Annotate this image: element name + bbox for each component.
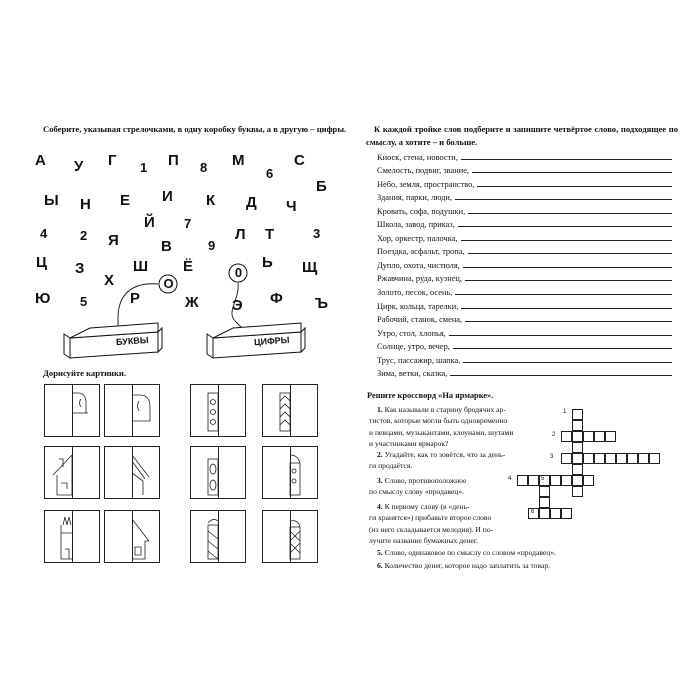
partial-drawing [105,447,161,500]
drawing-cell[interactable] [44,510,100,563]
scattered-digit: 2 [80,228,88,243]
letters-digits-instruction: Соберите, указывая стрелочками, в одну коробку буквы, а в другую – цифры. [43,124,347,134]
scattered-digit: 6 [266,166,274,181]
crossword-cell[interactable] [572,442,583,453]
scattered-letter: Ё [183,258,194,275]
answer-line[interactable] [472,172,672,173]
word-triple: Утро, стол, хлопья, [377,329,449,338]
crossword-clue-line: ги хранятся») прибавьте второе слово [369,513,492,523]
word-triple: Золото, песок, осень, [377,288,455,297]
scattered-digit: 7 [184,216,192,231]
clue-number: 3. [377,476,383,485]
crossword-cell[interactable] [539,497,550,508]
crossword-cell[interactable] [572,464,583,475]
scattered-letter: Ч [286,198,297,215]
crossword-cell[interactable] [605,453,616,464]
scattered-digit: 1 [140,160,148,175]
scattered-digit: 5 [80,294,88,309]
word-triple-row [377,284,672,298]
answer-line[interactable] [468,253,672,254]
word-triple-row [377,202,672,216]
scattered-letter: С [294,152,305,169]
crossword-clue-line: ги продаётся. [369,461,413,471]
word-triple: Дупло, охота, чистюля, [377,261,463,270]
drawing-cell[interactable] [190,384,246,437]
word-triple: Кровать, софа, подушки, [377,207,468,216]
word-triple: Хор, оркестр, палочка, [377,234,461,243]
word-triple-row [377,351,672,365]
partial-drawing [191,511,247,564]
crossword-title: Решите кроссворд «На ярмарке». [367,391,494,400]
scattered-letter: Н [80,196,91,213]
scattered-letter: В [161,238,172,255]
word-triple: Школа, завод, приказ, [377,220,458,229]
clue-number: 4. [377,502,383,511]
word-triples-instruction: К каждой тройке слов подберите и запишите четвёртое слово, подходящее по смыслу, а хотите – и больше. [366,124,678,147]
scattered-letter: Л [235,226,246,243]
scattered-letter: З [75,260,85,277]
word-triple: Трус, пассажир, шапка, [377,356,463,365]
scattered-letter: Ш [133,258,149,275]
draw-instruction: Дорисуйте картинки. [43,368,127,378]
partial-drawing [191,385,247,438]
crossword-cell[interactable] [583,453,594,464]
letters-box-label: БУКВЫ [115,334,149,348]
word-triple: Зима, ветки, сказка, [377,369,450,378]
answer-line[interactable] [465,280,672,281]
scattered-letter: Г [108,152,117,169]
crossword-clue-line: 4. К первому слову (в «день- [377,502,470,511]
scattered-letter: А [35,152,46,169]
partial-drawing [45,511,101,564]
crossword-cell[interactable] [539,486,550,497]
word-triple-row [377,365,672,379]
answer-line[interactable] [461,240,673,241]
crossword-cell[interactable] [638,453,649,464]
crossword-clue-line: 6. Количество денег, которое надо заплатить за товар. [377,561,551,570]
crossword-cell[interactable] [583,475,594,486]
crossword-cell[interactable] [572,453,583,464]
scattered-digit: 9 [208,238,216,253]
scattered-letter: Р [130,290,141,307]
word-triple-row [377,189,672,203]
crossword-cell[interactable] [561,475,572,486]
crossword-cell[interactable] [550,475,561,486]
drawing-cell[interactable] [104,384,160,437]
scattered-letter: Ы [44,192,59,209]
crossword-clue-line: и певцами, музыкантами, клоунами, шутами [369,427,514,437]
answer-line[interactable] [450,375,672,376]
crossword-cell[interactable] [605,431,616,442]
drawing-cell[interactable] [190,446,246,499]
word-triple: Солнце, утро, вечер, [377,342,453,351]
crossword-number: 1 [563,409,567,415]
answer-line[interactable] [465,321,672,322]
word-triple: Цирк, кольца, тарелки, [377,302,461,311]
partial-drawing [45,447,101,500]
crossword-cell[interactable] [572,475,583,486]
word-triple: Киоск, стена, новости, [377,153,461,162]
answer-line[interactable] [455,294,672,295]
answer-line[interactable] [461,159,672,160]
crossword-clue-line: 3. Слово, противоположное [377,476,467,485]
drawing-cell[interactable] [190,510,246,563]
crossword-number: 6 [531,509,535,515]
scattered-letter: Т [265,226,275,243]
drawing-cell[interactable] [104,446,160,499]
crossword-cell[interactable] [517,475,528,486]
crossword-cell[interactable] [561,431,572,442]
crossword-cell[interactable] [528,475,539,486]
word-triple-row [377,243,672,257]
crossword-clue-line: тистов, которые могли быть одновременно [369,416,508,426]
drawing-cell[interactable] [44,446,100,499]
scattered-letter: Х [104,272,115,289]
partial-drawing [263,511,319,564]
crossword-cell[interactable] [627,453,638,464]
crossword-cell[interactable] [649,453,660,464]
crossword-cell[interactable] [594,453,605,464]
scattered-letter: Ц [36,254,47,271]
word-triple-row [377,338,672,352]
crossword-number: 5 [541,476,545,482]
answer-line[interactable] [461,308,672,309]
word-triple-row [377,324,672,338]
partial-drawing [45,385,101,438]
drawing-cell[interactable] [262,384,318,437]
answer-line[interactable] [477,186,672,187]
word-triple: Смелость, подвиг, звание, [377,166,472,175]
scattered-letter: Ф [270,290,283,307]
answer-line[interactable] [453,348,672,349]
scattered-digit: 8 [200,160,208,175]
word-triple: Рабочий, станок, смена, [377,315,465,324]
scattered-letter: К [206,192,216,209]
word-triple-row [377,162,672,176]
crossword-number: 4 [508,476,512,482]
word-triple-row [377,270,672,284]
crossword-cell[interactable] [594,431,605,442]
crossword-cell[interactable] [561,453,572,464]
partial-drawing [263,385,319,438]
word-triple-row [377,297,672,311]
answer-line[interactable] [455,199,672,200]
crossword-clue-line: 1. Как называли в старину бродячих ар- [377,405,506,414]
answer-line[interactable] [449,335,672,336]
scattered-letter: М [232,152,245,169]
word-triple-row [377,216,672,230]
scattered-letter: Я [108,232,119,249]
crossword-clue-line: по смыслу слову «продавец». [369,487,465,497]
scattered-letter: П [168,152,179,169]
partial-drawing [105,385,161,438]
partial-drawing [263,447,319,500]
word-triple-row [377,229,672,243]
drawing-cell[interactable] [262,446,318,499]
circled-letter: О [163,276,174,291]
circled-digit: 0 [234,265,243,280]
word-triple-row [377,148,672,162]
crossword-clue-line: лучите название бумажных денег. [369,535,479,545]
clue-number: 1. [377,405,383,414]
word-triple: Ржавчина, руда, кузнец, [377,274,465,283]
partial-drawing [191,447,247,500]
answer-line[interactable] [463,267,672,268]
word-triple-row [377,256,672,270]
partial-drawing [105,511,161,564]
scattered-letter: Д [246,194,257,211]
letters-box [60,320,170,370]
clue-number: 5. [377,548,383,557]
scattered-letter: Б [316,178,327,195]
crossword-cell[interactable] [583,431,594,442]
crossword-number: 3 [550,454,554,460]
digits-box-label: ЦИФРЫ [253,334,290,348]
scattered-letter: Э [232,297,243,314]
crossword-clue-line: и участниками ярмарок? [369,438,449,448]
word-triple: Здания, парки, люди, [377,193,455,202]
crossword-cell[interactable] [550,508,561,519]
scattered-letter: И [162,188,173,205]
word-triple-row [377,175,672,189]
crossword-clue-line: 2. Угадайте, как то зовётся, что за день- [377,450,506,459]
crossword-cell[interactable] [572,420,583,431]
scattered-letter: Ю [35,290,51,307]
crossword-cell[interactable] [616,453,627,464]
crossword-number: 2 [552,432,556,438]
crossword-cell[interactable] [572,409,583,420]
drawing-cell[interactable] [104,510,160,563]
word-triple-row [377,311,672,325]
crossword-clue-line: 5. Слово, одинаковое по смыслу со словом «продавец». [377,548,557,557]
crossword-cell[interactable] [572,486,583,497]
drawing-cell[interactable] [262,510,318,563]
word-triple: Поездка, асфальт, тропа, [377,247,468,256]
crossword-cell[interactable] [572,431,583,442]
scattered-letter: Ь [262,254,273,271]
answer-line[interactable] [463,362,672,363]
scattered-digit: 4 [40,226,48,241]
scattered-letter: Й [144,214,155,231]
crossword-clue-line: (из него складывается мелодия). И по- [369,524,494,534]
scattered-letter: Щ [302,259,318,276]
drawing-cell[interactable] [44,384,100,437]
clue-number: 2. [377,450,383,459]
crossword-cell[interactable] [539,508,550,519]
clue-number: 6. [377,561,383,570]
scattered-letter: Ъ [315,295,329,312]
word-triple: Небо, земля, пространство, [377,180,477,189]
scattered-digit: 3 [313,226,321,241]
answer-line[interactable] [468,213,672,214]
crossword-cell[interactable] [561,508,572,519]
scattered-letter: У [74,158,84,175]
scattered-letter: Ж [185,294,199,311]
scattered-letter: Е [120,192,131,209]
answer-line[interactable] [458,226,672,227]
